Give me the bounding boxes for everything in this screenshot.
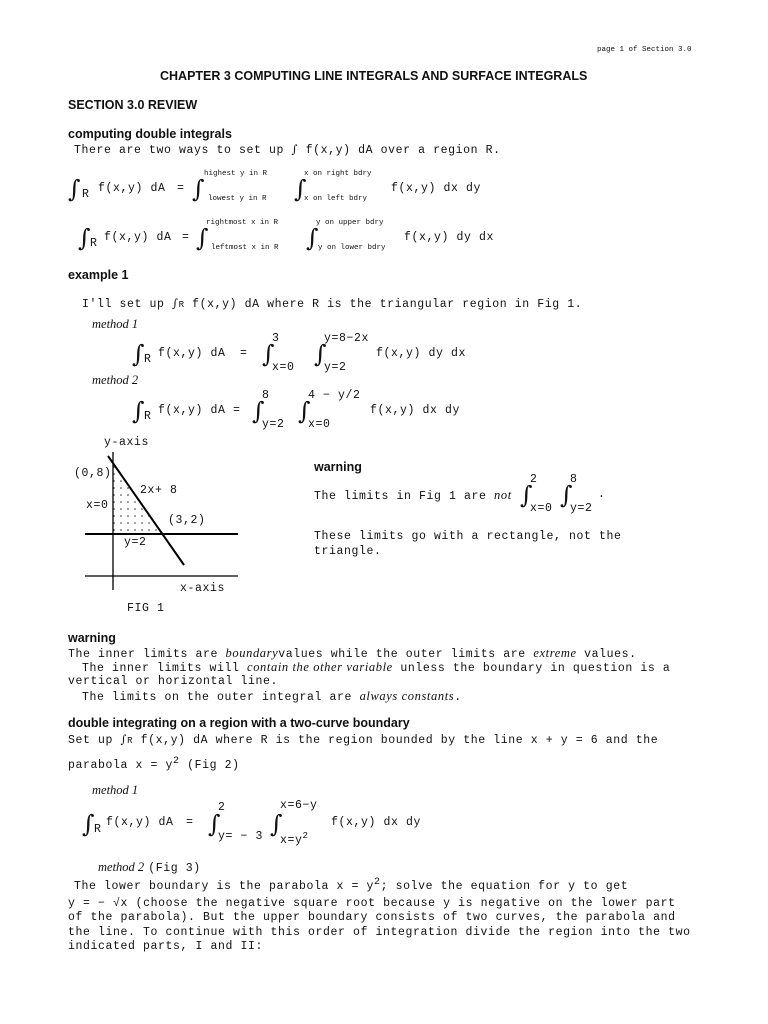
region-subscript: R [94,823,102,836]
integral-sign: ∫ [306,224,319,252]
warning2-heading: warning [68,631,116,645]
sub2-para-line1: The lower boundary is the parabola $x = y^2$; solve the equation for y to get [74,877,629,893]
lower-limit: leftmost x in R [211,244,279,252]
integral-sign: ∫ [294,175,307,203]
sub2-method-2-row: method 2 (Fig 3) [98,860,201,875]
fig1-x0-label: x=0 [86,499,109,512]
upper-limit: 3 [272,332,280,345]
upper-limit: 8 [262,389,270,402]
fig1-x-axis-label: x-axis [180,582,226,595]
lower-limit: x on left bdry [304,195,368,203]
integral-sign: ∫ [68,175,81,203]
warning1-line2: These limits go with a rectangle, not the [314,530,622,543]
fig1-y-axis-label: y-axis [104,436,150,449]
warning1-heading: warning [314,460,362,474]
upper-limit: highest y in R [204,170,268,178]
fig1-y2-label: y=2 [124,536,147,549]
lower-limit: y=2 [262,418,285,431]
integral-sign: ∫ [208,810,221,838]
region-subscript: R [90,237,98,250]
lower-limit: x=0 [308,418,331,431]
sub2-line1: Set up ∫R f(x,y) dA where R is the region bounded by the line x + y = 6 and the [68,732,659,747]
integral-sign: ∫ [132,340,145,368]
integrand: f(x,y) dx dy [331,816,422,829]
integral-sign: ∫ [252,397,265,425]
equals: = [186,816,194,829]
sub2-para-line5: indicated parts, I and II: [68,940,264,953]
warning1-line3: triangle. [314,545,382,558]
lower-limit: y=2 [570,502,593,515]
fig1-line-label: 2x+ 8 [140,484,178,497]
upper-limit: y on upper bdry [316,219,384,227]
warning2-line2: The inner limits will contain the other variable unless the boundary in question is a [82,660,671,675]
sub1-heading: computing double integrals [68,127,232,141]
lhs: f(x,y) dA [158,347,226,360]
sub2-heading: double integrating on a region with a two-curve boundary [68,716,410,730]
method-2-label: method 2 [92,373,139,387]
lower-limit: y on lower bdry [318,244,386,252]
method-1-label: method 1 [92,317,139,331]
sub2-method-1-label: method 1 [92,783,139,797]
lower-limit: x=0 [272,361,295,374]
lhs: f(x,y) dA [98,182,166,195]
fig1-caption: FIG 1 [127,602,165,615]
chapter-title: CHAPTER 3 COMPUTING LINE INTEGRALS AND SURFACE INTEGRALS [160,69,588,83]
integral-symbol: ∫ [291,142,299,156]
section-title: SECTION 3.0 REVIEW [68,98,198,112]
page-note: page 1 of Section 3.0 [597,46,692,54]
warning2-line1: The inner limits are boundaryvalues while the outer limits are extreme values. [68,646,637,661]
warning2-line4: The limits on the outer integral are always constants. [82,689,462,704]
integral-sign: ∫ [520,481,533,509]
region-subscript: R [144,410,152,423]
lhs: f(x,y) dA [106,816,174,829]
integrand: f(x,y) dx dy [391,182,482,195]
integral-sign: ∫ [196,224,209,252]
integral-sign: ∫ [192,175,205,203]
fig1-point-0-8: (0,8) [74,467,112,480]
lhs: f(x,y) dA [104,231,172,244]
upper-limit: y=8−2x [324,332,370,345]
upper-limit: 4 − y/2 [308,389,361,402]
sub2-para-line3: of the parabola). But the upper boundary consists of two curves, the parabola and [68,911,676,924]
warning1-line1: The limits in Fig 1 are not [314,488,512,503]
equals: = [240,347,248,360]
integrand: f(x,y) dy dx [404,231,495,244]
integral-sign: ∫ [82,810,95,838]
integral-sign: ∫ [298,397,311,425]
integral-sign: ∫ [270,810,283,838]
fig1-point-3-2: (3,2) [168,514,206,527]
upper-limit: rightmost x in R [206,219,279,227]
warning2-line3: vertical or horizontal line. [68,675,279,688]
equals: = [177,182,185,195]
upper-limit: x=6−y [280,799,318,812]
integral-sign: ∫ [132,397,145,425]
upper-limit: 2 [218,801,226,814]
sub2-para-line2: y = − √x (choose the negative square root because y is negative on the lower part [68,897,676,910]
upper-limit: x on right bdry [304,170,372,178]
integrand: f(x,y) dy dx [376,347,467,360]
upper-limit: 2 [530,473,538,486]
example1-heading: example 1 [68,268,129,282]
integral-sign: ∫ [262,340,275,368]
example1-intro: I'll set up ∫R f(x,y) dA where R is the triangular region in Fig 1. [82,296,583,311]
sqrt-x: √x [113,897,129,910]
region-subscript: R [144,353,152,366]
upper-limit: 8 [570,473,578,486]
equals: = [182,231,190,244]
lower-limit: lowest y in R [208,195,267,203]
sub2-para-line4: the line. To continue with this order of integration divide the region into the two [68,926,691,939]
lower-limit: x=0 [530,502,553,515]
lhs: f(x,y) dA = [158,404,241,417]
period: . [598,488,606,501]
region-subscript: R [82,188,90,201]
integrand: f(x,y) dx dy [370,404,461,417]
integral-sign: ∫ [314,340,327,368]
lower-limit: y= − 3 [218,830,264,843]
integral-sign: ∫ [560,481,573,509]
lower-limit: y=2 [324,361,347,374]
sub1-intro: There are two ways to set up ∫ f(x,y) dA over a region R. [74,142,501,157]
integral-sign: ∫ [78,224,91,252]
sub2-line2: parabola $x = y^2$ (Fig 2) [68,756,240,772]
lower-limit: $x=y^2$ [280,831,309,847]
